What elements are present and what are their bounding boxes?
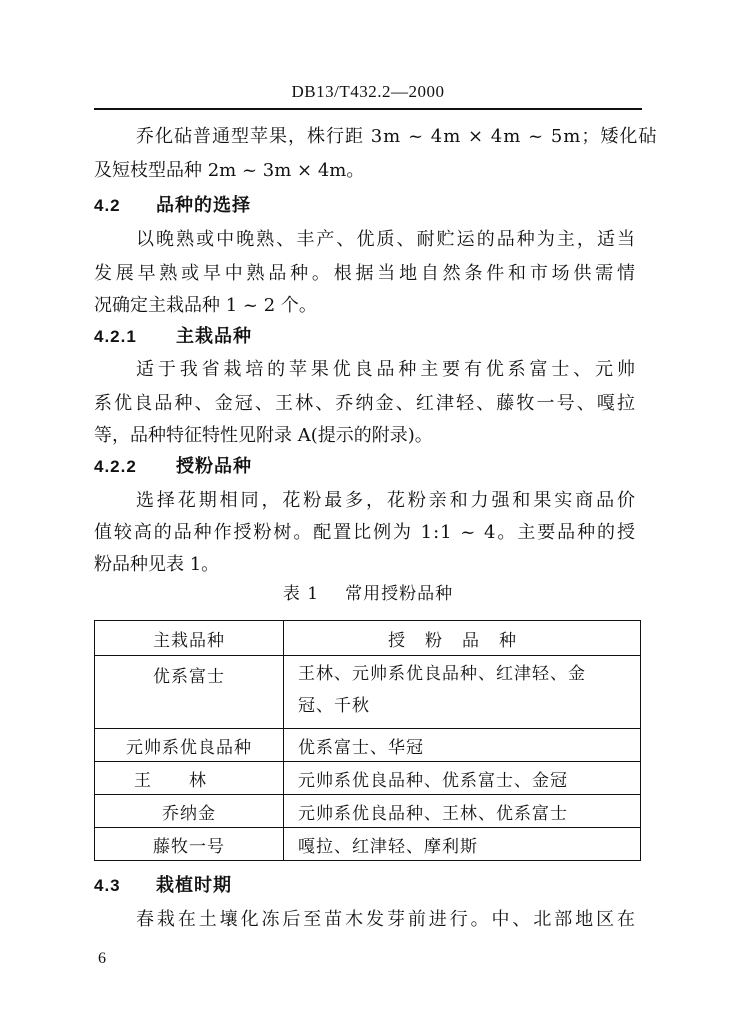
paragraph-3-line-3: 等，品种特征特性见附录 A(提示的附录)。 — [94, 425, 433, 446]
section-4-2-number: 4.2 — [94, 196, 121, 215]
pollinator-table — [94, 620, 641, 861]
table-header-pollinator — [284, 621, 641, 656]
paragraph-4-line-1: 选择花期相同，花粉最多，花粉亲和力强和果实商品价 — [136, 490, 636, 511]
table-caption — [0, 582, 736, 606]
table-cell-main: 优系富士 — [95, 656, 284, 729]
table-row — [95, 795, 641, 828]
paragraph-4-line-3: 粉品种见表 1。 — [94, 554, 220, 575]
paragraph-4-line-2: 值较高的品种作授粉树。配置比例为 1:1 ~ 4。主要品种的授 — [94, 522, 636, 543]
table-cell-pollinator: 优系富士、华冠 — [284, 729, 641, 762]
table-header-pollinator-text: 授粉品种 — [388, 630, 536, 651]
table-header-row — [95, 621, 641, 656]
paragraph-1-line-1: 乔化砧普通型苹果，株行距 3m ~ 4m × 4m ~ 5m；矮化砧 — [136, 126, 658, 147]
table-row — [95, 762, 641, 795]
section-4-2-title: 品种的选择 — [156, 195, 251, 216]
section-4-2-2-number: 4.2.2 — [94, 457, 137, 476]
standard-code-header: DB13/T432.2—2000 — [291, 82, 445, 101]
table-row — [95, 656, 641, 729]
table-cell-pollinator — [284, 656, 641, 729]
table-caption-label: 表 1 — [282, 584, 320, 604]
paragraph-5-line-1: 春栽在土壤化冻后至苗木发芽前进行。中、北部地区在 — [136, 909, 636, 930]
section-4-2-1-title: 主栽品种 — [176, 326, 252, 347]
header-rule — [94, 108, 642, 110]
table-header-main-variety: 主栽品种 — [95, 621, 284, 656]
table-cell-main: 元帅系优良品种 — [95, 729, 284, 762]
table-row — [95, 729, 641, 762]
paragraph-2-line-3: 况确定主栽品种 1 ~ 2 个。 — [94, 295, 317, 316]
section-4-2-1-number: 4.2.1 — [94, 327, 137, 346]
paragraph-1-line-2: 及短枝型品种 2m ~ 3m × 4m。 — [94, 160, 365, 181]
table-cell-pollinator: 元帅系优良品种、王林、优系富士 — [284, 795, 641, 828]
paragraph-2-line-2: 发展早熟或早中熟品种。根据当地自然条件和市场供需情 — [94, 263, 636, 284]
table-cell-pollinator: 嘎拉、红津轻、摩利斯 — [284, 828, 641, 861]
table-cell-pollinator-line-2: 冠、千秋 — [298, 696, 370, 716]
paragraph-3-line-1: 适于我省栽培的苹果优良品种主要有优系富士、元帅 — [136, 359, 636, 380]
table-cell-main-text: 王林 — [134, 770, 244, 791]
table-cell-pollinator: 元帅系优良品种、优系富士、金冠 — [284, 762, 641, 795]
section-4-3-number: 4.3 — [94, 876, 121, 895]
section-4-3-title: 栽植时期 — [156, 875, 232, 896]
table-cell-main: 乔纳金 — [95, 795, 284, 828]
table-cell-pollinator-line-1: 王林、元帅系优良品种、红津轻、金 — [298, 664, 586, 684]
table-row — [95, 828, 641, 861]
table-cell-main: 藤牧一号 — [95, 828, 284, 861]
paragraph-2-line-1: 以晚熟或中晚熟、丰产、优质、耐贮运的品种为主，适当 — [136, 229, 636, 250]
page-number: 6 — [98, 950, 106, 967]
paragraph-3-line-2: 系优良品种、金冠、王林、乔纳金、红津轻、藤牧一号、嘎拉 — [94, 393, 636, 414]
section-4-2-2-title: 授粉品种 — [176, 456, 252, 477]
table-cell-main — [95, 762, 284, 795]
table-caption-title: 常用授粉品种 — [345, 584, 454, 604]
